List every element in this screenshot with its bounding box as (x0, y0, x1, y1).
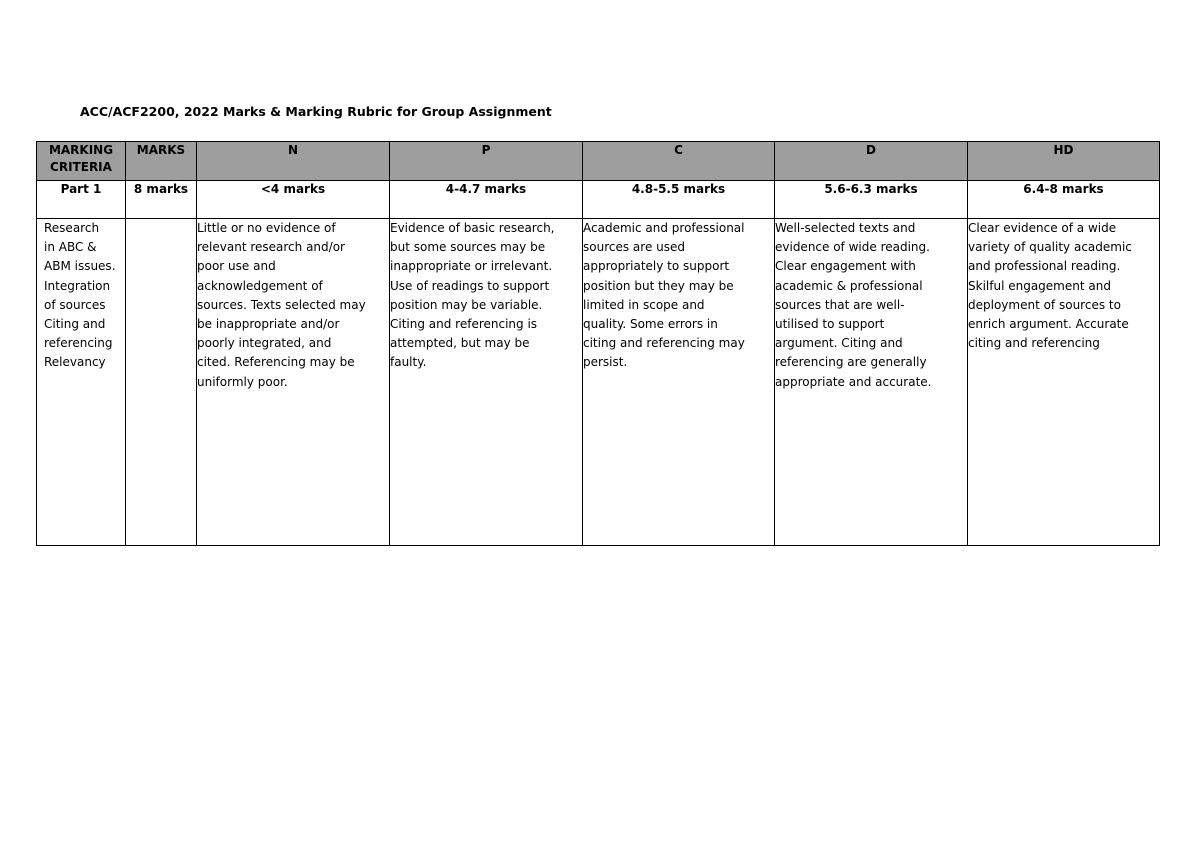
cell-text-line: utilised to support (775, 317, 885, 332)
cell-text-line: Little or no evidence of (197, 221, 336, 235)
cell-text-line: limited in scope and (583, 297, 705, 312)
descriptor-d (775, 219, 968, 546)
cell-text-line: acknowledgement of (197, 278, 323, 293)
cell-text-line: of sources (44, 297, 106, 312)
cell-text-line: be inappropriate and/or (197, 317, 340, 332)
cell-text-line: sources. Texts selected may (197, 297, 366, 312)
total-marks: 8 marks (126, 181, 197, 219)
cell-text-line: Research (44, 221, 100, 235)
cell-text-line: and professional reading. (968, 259, 1121, 274)
cell-text-line: attempted, but may be (390, 336, 530, 351)
cell-text-line: appropriately to support (583, 259, 730, 274)
cell-text-line: Relevancy (44, 355, 106, 370)
cell-text-line: citing and referencing may (583, 336, 745, 351)
cell-text-line: position but they may be (583, 278, 734, 293)
cell-text-line: Clear evidence of a wide (968, 221, 1117, 235)
range-d: 5.6-6.3 marks (775, 181, 968, 219)
header-grade-c: C (583, 142, 775, 181)
cell-text-line: in ABC & (44, 240, 97, 255)
cell-text-line: poor use and (197, 259, 276, 274)
header-grade-p: P (390, 142, 583, 181)
descriptor-p (390, 219, 583, 546)
range-n: <4 marks (197, 181, 390, 219)
cell-text-line: academic & professional (775, 278, 923, 293)
cell-text-line: Evidence of basic research, (390, 221, 555, 235)
part-row (37, 181, 1160, 219)
cell-text-line: relevant research and/or (197, 240, 345, 255)
cell-text-line: Citing and referencing is (390, 317, 538, 332)
header-row (37, 142, 1160, 181)
cell-text-line: citing and referencing (968, 336, 1100, 351)
cell-text-line: appropriate and accurate. (775, 374, 932, 389)
descriptor-row (37, 219, 1160, 546)
cell-text-line: referencing (44, 336, 113, 351)
cell-text-line: cited. Referencing may be (197, 355, 355, 370)
header-grade-d: D (775, 142, 968, 181)
cell-text-line: Integration (44, 278, 111, 293)
cell-text-line: quality. Some errors in (583, 317, 718, 332)
descriptor-n (197, 219, 390, 546)
cell-text-line: enrich argument. Accurate (968, 317, 1129, 332)
cell-text-line: inappropriate or irrelevant. (390, 259, 553, 274)
document-title: ACC/ACF2200, 2022 Marks & Marking Rubric for Group Assignment (80, 104, 552, 119)
cell-text-line: position may be variable. (390, 297, 543, 312)
criteria-cell (37, 219, 126, 546)
cell-text-line: faulty. (390, 355, 427, 370)
cell-text-line: variety of quality academic (968, 240, 1132, 255)
cell-text-line: Academic and professional (583, 221, 745, 235)
cell-text-line: Clear engagement with (775, 259, 916, 274)
header-grade-n: N (197, 142, 390, 181)
header-marking-criteria (37, 142, 126, 181)
cell-text-line: sources are used (583, 240, 685, 255)
marking-rubric-table (36, 141, 1160, 546)
cell-text-line: referencing are generally (775, 355, 927, 370)
cell-text-line: Citing and (44, 317, 106, 332)
range-c: 4.8-5.5 marks (583, 181, 775, 219)
cell-text-line: evidence of wide reading. (775, 240, 930, 255)
range-p: 4-4.7 marks (390, 181, 583, 219)
header-marks: MARKS (126, 142, 197, 181)
cell-text-line: poorly integrated, and (197, 336, 332, 351)
marks-empty-cell (126, 219, 197, 546)
cell-text-line: Well-selected texts and (775, 221, 916, 235)
header-marking-criteria-label: MARKING CRITERIA (48, 143, 114, 174)
cell-text-line: ABM issues. (44, 259, 116, 274)
cell-text-line: argument. Citing and (775, 336, 903, 351)
cell-text-line: Skilful engagement and (968, 278, 1111, 293)
cell-text-line: persist. (583, 355, 628, 370)
cell-text-line: Use of readings to support (390, 278, 550, 293)
descriptor-hd (968, 219, 1160, 546)
cell-text-line: uniformly poor. (197, 374, 288, 389)
cell-text-line: but some sources may be (390, 240, 546, 255)
cell-text-line: deployment of sources to (968, 297, 1121, 312)
descriptor-c (583, 219, 775, 546)
range-hd: 6.4-8 marks (968, 181, 1160, 219)
header-grade-hd: HD (968, 142, 1160, 181)
part-label: Part 1 (37, 181, 126, 219)
cell-text-line: sources that are well- (775, 297, 905, 312)
